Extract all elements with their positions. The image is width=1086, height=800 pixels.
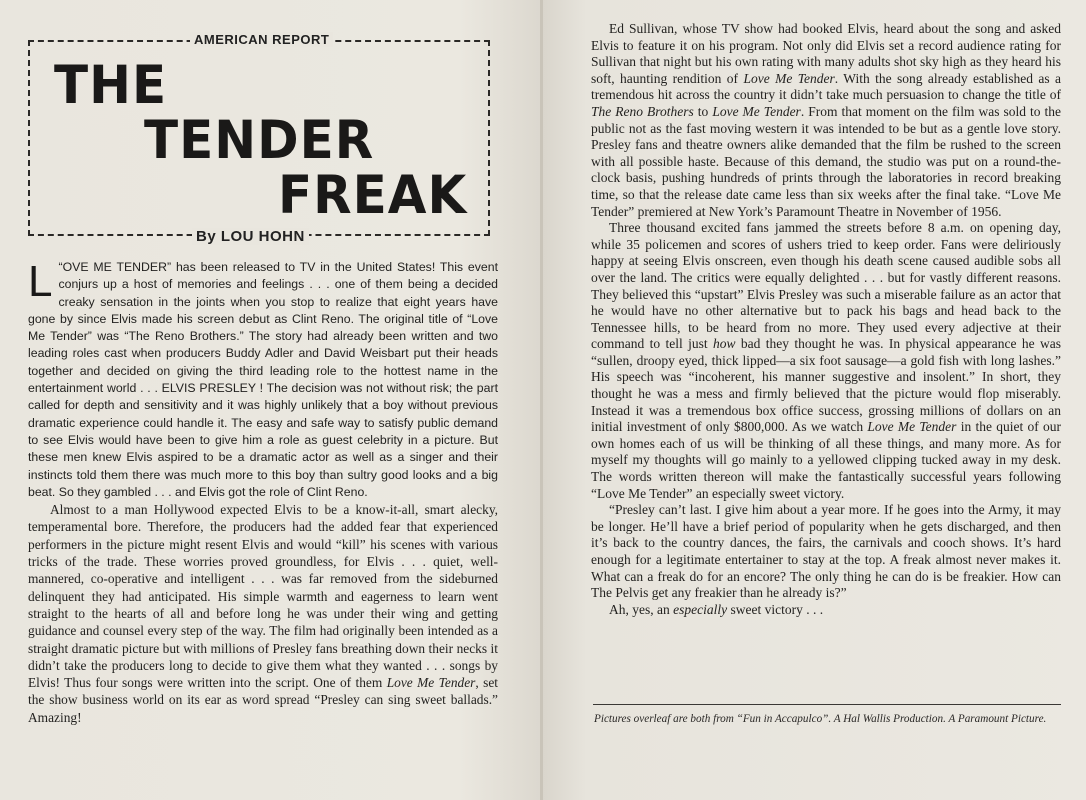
paragraph-4-italic-1: how (712, 336, 736, 352)
paragraph-4-text-a: Three thousand excited fans jammed the streets before 8 a.m. on opening day, while 35 policemen and scores of ushers tried to keep order. Fans were deliriously happy at seeing Elvis onscreen, even though his death scene caused audible sobs all over the land. The critics were equally delighted . . . but for vastly different reasons. They believed this “upstart” Elvis Presley was such a miserable failure as an actor that he would have no other alternative but to pack his bags and head back to the Tennessee hills, to be heard from no more. They used every adjective at their command to tell just (591, 220, 1061, 352)
right-article-body (591, 21, 1061, 618)
paragraph-3-italic-3: Love Me Tender (712, 103, 801, 119)
paragraph-6-text-b: sweet victory . . . (730, 601, 824, 617)
photo-caption: Pictures overleaf are both from “Fun in Accapulco”. A Hal Wallis Production. A Paramount Picture. (594, 713, 1047, 725)
drop-cap: L (28, 257, 53, 306)
paragraph-3-text-b: . With the song already established as a tremendous hit across the country it didn’t take much persuasion to change the title of (591, 70, 1062, 103)
section-kicker: AMERICAN REPORT (190, 32, 333, 47)
paragraph-1-text: OVE ME TENDER” has been released to TV in the United States! This event conjurs up a host of memories and feelings . . . one of them being a decided creaky sensation in the joints when you stop to realize that eight years have gone by since Elvis made his screen debut as Clint Reno. The original title of “Love Me Tender” was “The Reno Brothers.” The story had already been written and two leading roles cast when producers Buddy Adler and David Weisbart put their heads together and decided on giving the third leading role to the hottest name in the entertainment world . . . ELVIS PRESLEY ! The decision was not without risk; the part called for depth and sensitivity and it was highly unlikely that a boy without previous dramatic experience could handle it. The easy and safe way to satisfy public demand to see Elvis would have been to give him a role as guest celebrity in a picture. But these men knew Elvis aspired to be a dramatic actor as well as a singer and their instincts told them there was much more to this boy than sultry good looks and a big beat. So they gambled . . . and Elvis got the role of Clint Reno. (28, 260, 498, 499)
right-page (543, 0, 1086, 800)
paragraph-3-italic-2: The Reno Brothers (591, 103, 694, 119)
title-line-1: THE (54, 54, 168, 116)
byline: By LOU HOHN (192, 228, 309, 245)
paragraph-2 (28, 501, 498, 726)
paragraph-4-italic-2: Love Me Tender (867, 419, 957, 435)
paragraph-3-text-d: . From that moment on the film was sold to the public not as the fast moving western it was intended to be but as a gentle love story. Presley fans and theatre owners alike demanded that the film be rushed to the screen with all possible haste. Because of this demand, the studio was put on a round-the-clock basis, pushing hundreds of prints through the laboratories in record breaking time, so that the release date came less than six weeks after the final take. “Love Me Tender” premiered at New York’s Paramount Theatre in November of 1956. (591, 103, 1062, 219)
caption-rule (593, 704, 1061, 705)
title-line-2: TENDER (144, 109, 375, 171)
paragraph-3 (591, 21, 1061, 220)
paragraph-2-text-b: , set the show business world on its ear as word spread “Presley can sing sweet ballads.” Amazing! (28, 675, 499, 725)
paragraph-3-italic-1: Love Me Tender (743, 70, 835, 86)
paragraph-3-text-c: to (697, 103, 709, 119)
open-quote: “ (58, 260, 63, 274)
paragraph-5: “Presley can’t last. I give him about a year more. If he goes into the Army, it may be longer. He’ll have a brief period of popularity when he gets discharged, and then it’s back to the country dances, the fairs, the carnivals and cooch shows. It’s hard enough for a legitimate entertainer to stay at the top. A freak almost never makes it. What can a freak do for an encore? The only thing he can do is be freakier. How can The Pelvis get any freakier than he already is?” (591, 502, 1061, 601)
paragraph-3-text-a: Ed Sullivan, whose TV show had booked Elvis, heard about the song and asked Elvis to feature it on his program. Not only did Elvis set a record audience rating for Sullivan that night but his own rating with many adults shot sky high as they heard his soft, haunting rendition of (591, 21, 1061, 86)
left-page (0, 0, 540, 800)
paragraph-6-text-a: Ah, yes, an (609, 601, 670, 617)
left-article-body (28, 259, 498, 726)
paragraph-2-italic: Love Me Tender (386, 675, 476, 691)
paragraph-1 (28, 259, 498, 501)
paragraph-6-italic: especially (673, 601, 728, 617)
paragraph-6 (591, 602, 1061, 619)
title-line-3: FREAK (278, 164, 468, 226)
paragraph-2-text-a: Almost to a man Hollywood expected Elvis to be a know-it-all, smart alecky, temperamental bore. Therefore, the producers had the added fear that experienced performers in the picture might resent Elvis and would “kill” his scenes with various tricks of the trade. These worries proved groundless, for Elvis . . . quiet, well-mannered, co-operative and intelligent . . . was far removed from the sideburned delinquent they had anticipated. His simple warmth and eagerness to learn went straight to the hearts of all and before long he was under their wing and getting guidance and counsel every step of the way. The film had originally been intended as a straight dramatic picture but with millions of Presley fans breathing down their necks it didn’t take the producers long to decide to give them what they wanted . . . songs by Elvis! Thus four songs were written into the script. One of them (28, 502, 498, 691)
title-box (28, 32, 490, 245)
paragraph-4-text-c: in the quiet of our own homes each of us will be thinking of all these things, and many more. As for myself my thoughts will go mainly to a yellowed clipping tucked away in my desk. The words written thereon will make the fantastically successful years following “Love Me Tender” an especially sweet victory. (591, 419, 1062, 501)
paragraph-4-text-b: bad they thought he was. In physical appearance he was “sullen, droopy eyed, thick lipped—a six foot sausage—a gold fish with long lashes.” His speech was “incoherent, his manner suggestive and insolent.” In short, they thought he was a mess and firmly believed that the picture would flop miserably. Instead it was a tremendous box office success, grossing millions of dollars on an initial investment of only $800,000. As we watch (591, 336, 1061, 435)
paragraph-4 (591, 220, 1061, 502)
